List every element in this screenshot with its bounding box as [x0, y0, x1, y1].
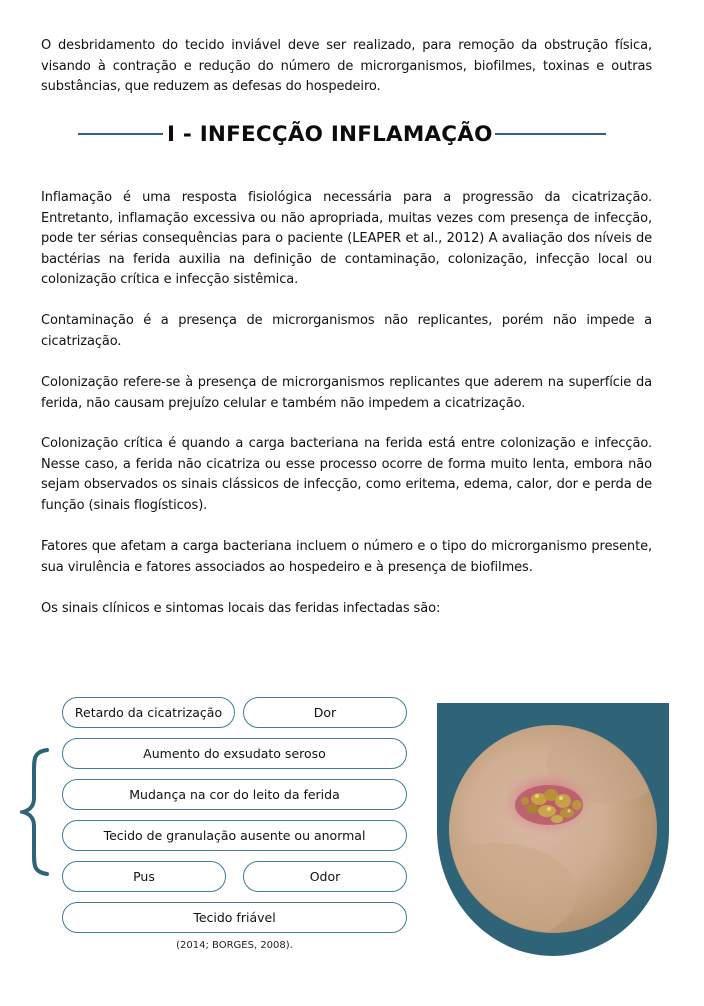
paragraph-colonizacao-critica: Colonização crítica é quando a carga bacteriana na ferida está entre colonização e infecção. Nesse caso, a ferida não cicatriza ou esse processo ocorre de forma muito lenta, embora não sejam observados os sinais clássicos de infecção, como eritema, edema, calor, dor e perda de função (sinais flogísticos). [41, 436, 652, 513]
paragraph-sinais-intro: Os sinais clínicos e sintomas locais das feridas infectadas são: [41, 601, 441, 616]
sign-cor-leito: Mudança na cor do leito da ferida [62, 779, 407, 810]
sign-dor: Dor [243, 697, 407, 728]
paragraph-fatores: Fatores que afetam a carga bacteriana incluem o número e o tipo do microrganismo presente, sua virulência e fatores associados ao hospedeiro e à presença de biofilmes. [41, 539, 652, 575]
paragraph-inflamacao: Inflamação é uma resposta fisiológica necessária para a progressão da cicatrização. Entretanto, inflamação excessiva ou não apropriada, muitas vezes com presença de infecção, pode ter sérias consequências para o paciente (LEAPER et al., 2012) A avaliação dos níveis de bactérias na ferida auxilia na definição de contaminação, colonização, infecção local ou colonização crítica e infecção sistêmica. [41, 190, 652, 287]
paragraph-contaminacao: Contaminação é a presença de microrganismos não replicantes, porém não impede a cicatrização. [41, 313, 652, 349]
intro-paragraph: O desbridamento do tecido inviável deve ser realizado, para remoção da obstrução física, visando à contração e redução do número de microrganismos, biofilmes, toxinas e outras substâncias, que reduzem as defesas do hospedeiro. [41, 38, 652, 94]
sign-retardo-cicatrizacao: Retardo da cicatrização [62, 697, 235, 728]
paragraph-colonizacao: Colonização refere-se à presença de microrganismos replicantes que aderem na superfície da ferida, não causam prejuízo celular e também não impedem a cicatrização. [41, 375, 652, 411]
sign-tecido-friavel: Tecido friável [62, 902, 407, 933]
heading-rule-right [495, 133, 606, 135]
sign-tecido-granulacao: Tecido de granulação ausente ou anormal [62, 820, 407, 851]
sign-exsudato: Aumento do exsudato seroso [62, 738, 407, 769]
sign-pus: Pus [62, 861, 226, 892]
heading-rule-left [78, 133, 163, 135]
citation: (2014; BORGES, 2008). [176, 940, 293, 951]
curly-brace-icon [20, 748, 50, 876]
section-heading [78, 115, 606, 153]
sign-odor: Odor [243, 861, 407, 892]
wound-photo [437, 703, 669, 956]
section-title: I - INFECÇÃO INFLAMAÇÃO [167, 121, 493, 147]
